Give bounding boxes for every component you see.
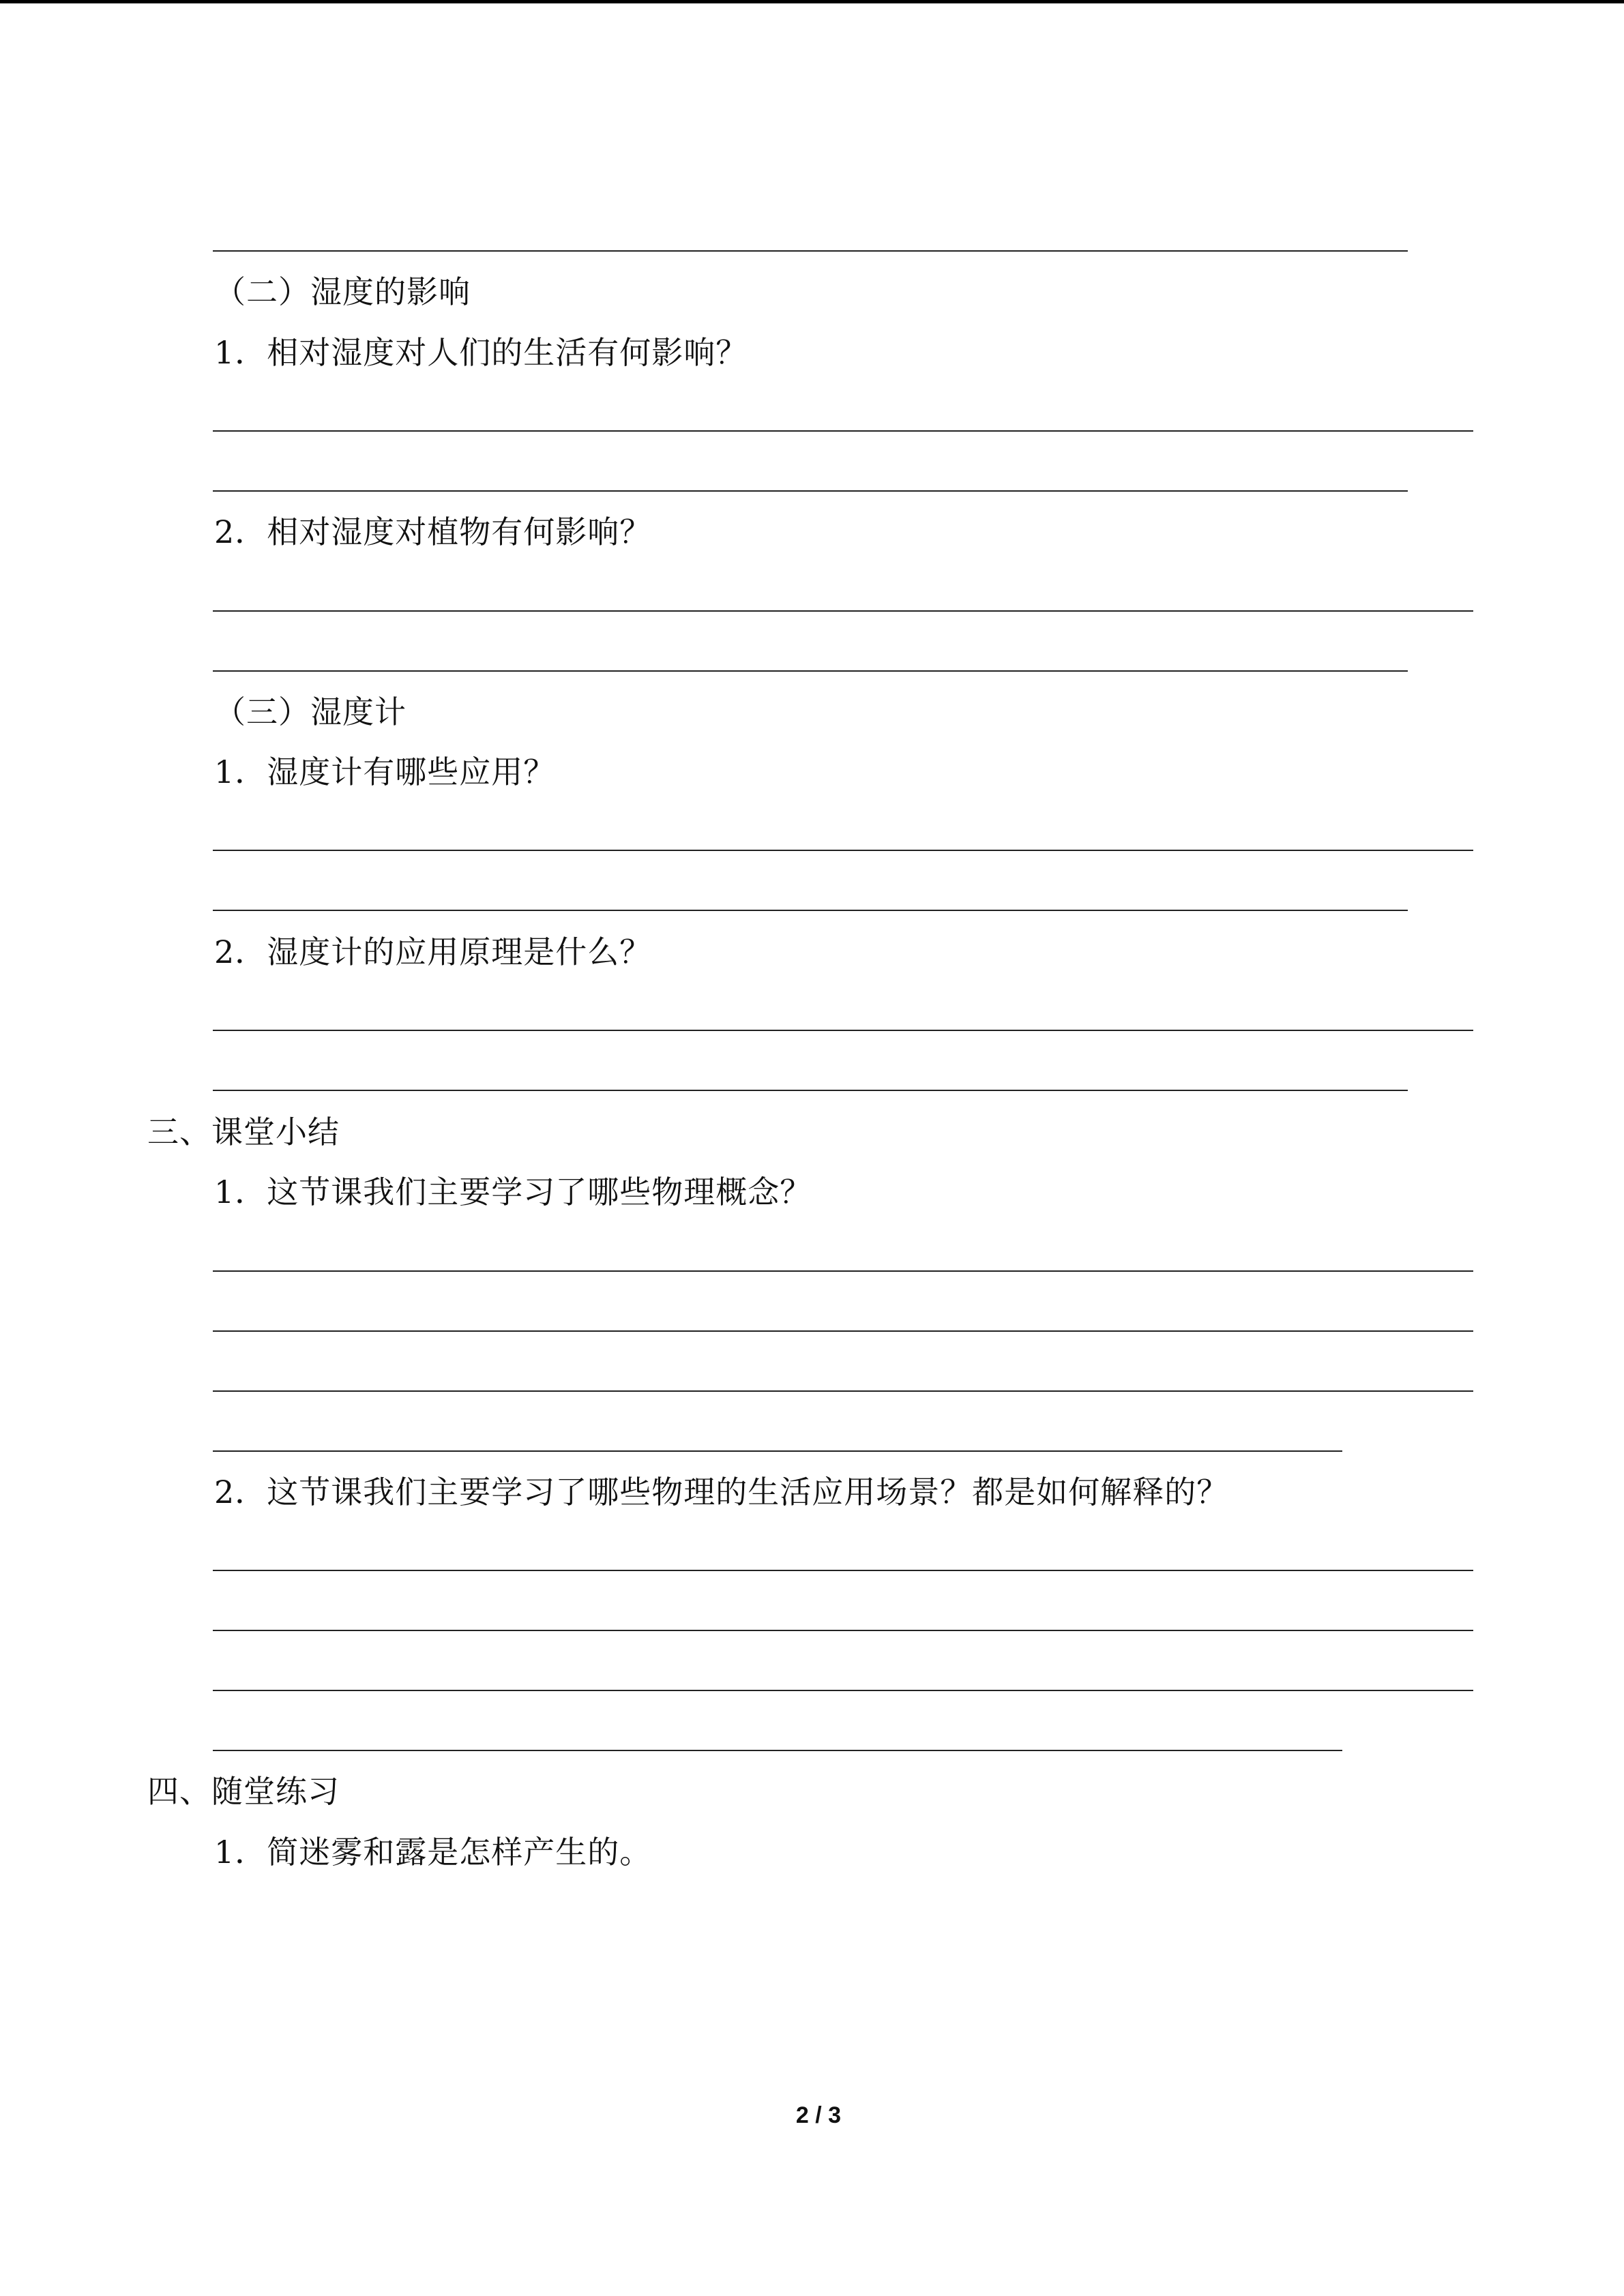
question-hygrometer-principle: 2．湿度计的应用原理是什么？ [214,934,652,970]
question-summary-concepts: 1．这节课我们主要学习了哪些物理概念？ [214,1174,812,1210]
subsection-heading-humidity-effect: （二）湿度的影响 [214,273,471,310]
answer-line[interactable] [213,1750,1342,1751]
answer-line[interactable] [213,670,1408,672]
answer-line[interactable] [213,1030,1473,1031]
answer-line[interactable] [213,610,1473,612]
answer-line[interactable] [213,1390,1473,1392]
answer-line[interactable] [213,490,1408,492]
question-humidity-plants: 2．相对湿度对植物有何影响？ [214,513,652,550]
section-heading-summary: 三、课堂小结 [147,1114,340,1150]
page-number: 2 / 3 [795,2102,842,2128]
answer-line[interactable] [213,1270,1473,1272]
answer-line[interactable] [213,250,1408,252]
question-humidity-life: 1．相对湿度对人们的生活有何影响？ [214,334,748,371]
answer-line[interactable] [213,1090,1408,1091]
question-practice-fog-dew: 1．简迷雾和露是怎样产生的。 [214,1834,652,1870]
answer-line[interactable] [213,1570,1473,1571]
section-heading-practice: 四、随堂练习 [147,1773,340,1810]
question-summary-applications: 2．这节课我们主要学习了哪些物理的生活应用场景？都是如何解释的？ [214,1474,1229,1510]
answer-line[interactable] [213,1330,1473,1332]
page-top-border [0,0,1624,3]
answer-line[interactable] [213,430,1473,432]
question-hygrometer-uses: 1．湿度计有哪些应用？ [214,754,556,790]
answer-line[interactable] [213,850,1473,851]
answer-line[interactable] [213,1630,1473,1631]
answer-line[interactable] [213,1690,1473,1691]
answer-line[interactable] [213,910,1408,911]
answer-line[interactable] [213,1450,1342,1452]
subsection-heading-hygrometer: （三）湿度计 [214,694,407,730]
